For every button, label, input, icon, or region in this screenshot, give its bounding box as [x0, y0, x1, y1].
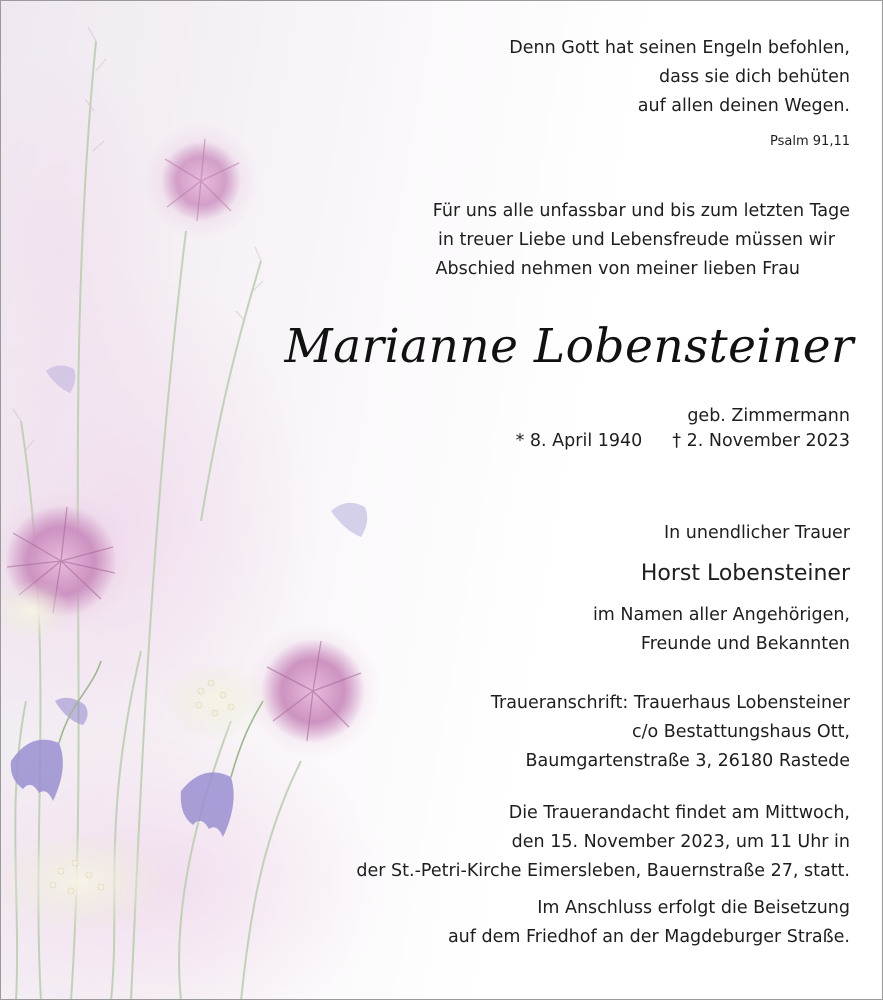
burial-line-1: Im Anschluss erfolgt die Beisetzung: [537, 898, 850, 918]
psalm-reference: Psalm 91,11: [770, 134, 850, 149]
deceased-name: Marianne Lobensteiner: [284, 319, 854, 374]
death-date: † 2. November 2023: [672, 431, 850, 451]
intro-line-3: Abschied nehmen von meiner lieben Frau: [435, 259, 800, 279]
address-line-3: Baumgartenstraße 3, 26180 Rastede: [525, 751, 850, 771]
life-dates: [516, 431, 850, 451]
mourning-intro: In unendlicher Trauer: [663, 523, 850, 543]
intro-line-2: in treuer Liebe und Lebensfreude müssen wir: [438, 230, 835, 250]
mourner-name: Horst Lobensteiner: [640, 561, 850, 586]
birth-date: * 8. April 1940: [515, 431, 643, 451]
intro-line-1: Für uns alle unfassbar und bis zum letzten Tage: [432, 201, 850, 221]
psalm-line-2: dass sie dich behüten: [659, 67, 850, 87]
psalm-line-3: auf allen deinen Wegen.: [637, 96, 850, 116]
address-line-2: c/o Bestattungshaus Ott,: [631, 722, 850, 742]
burial-line-2: auf dem Friedhof an der Magdeburger Straße.: [447, 927, 850, 947]
service-line-2: den 15. November 2023, um 11 Uhr in: [511, 832, 850, 852]
mourner-line-1: im Namen aller Angehörigen,: [592, 605, 850, 625]
mourner-line-2: Freunde und Bekannten: [640, 634, 850, 654]
service-line-1: Die Trauerandacht findet am Mittwoch,: [508, 803, 850, 823]
birth-name: geb. Zimmermann: [687, 406, 850, 426]
address-line-1: Traueranschrift: Trauerhaus Lobensteiner: [490, 693, 850, 713]
service-line-3: der St.-Petri-Kirche Eimersleben, Bauernstraße 27, statt.: [356, 861, 850, 881]
psalm-line-1: Denn Gott hat seinen Engeln befohlen,: [509, 38, 850, 58]
